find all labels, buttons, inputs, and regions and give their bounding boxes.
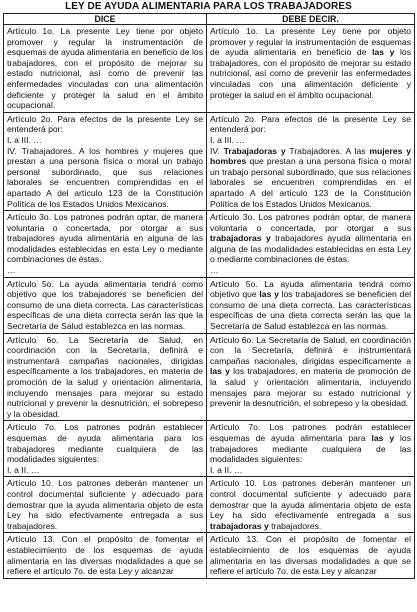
bold-insertion: mujeres y hombres <box>210 145 411 167</box>
bold-insertion: Trabajadoras y <box>223 145 286 156</box>
cell-dice: Artículo 3o. Los patrones podrán optar, de manera voluntaria o concertada, por otorgar a sus trabajadores ayuda alimentaria en alguna de las modalidades establecidas en esta Ley o mediante combinaciones de éstas. … <box>4 211 207 278</box>
cell-debe-decir: Artículo 2o. Para efectos de la presente Ley se entenderá por: I. a III. … IV. Trabajadoras y Trabajadores. A las mujeres y hombres que prestan a una persona física o moral un trabajo personal subordinado, que sus relaciones laborales se encuentren comprendidas en el apartado A del artículo 123 de la Constitución Política de los Estados Unidos Mexicanos. <box>207 112 415 210</box>
cell-dice: Artículo 2o. Para efectos de la presente Ley se entenderá por: I. a III. … IV. Trabajadores. A los hombres y mujeres que prestan a una persona física o moral un trabajo personal subordinado, que sus relaciones laborales se encuentren comprendidas en el apartado A del artículo 123 de la Constitución Política de los Estados Unidos Mexicanos. <box>4 112 207 210</box>
document-page <box>3 0 414 579</box>
cell-dice: Artículo 1o. La presente Ley tiene por objeto promover y regular la instrumentación de esquemas de ayuda alimentaria en beneficio de los trabajadores, con el propósito de mejorar su estado nutricional, así como de prevenir las enfermedades vinculadas con una alimentación deficiente y proteger la salud en el ámbito ocupacional. <box>4 25 207 113</box>
cell-debe-decir: Artículo 3o. Los patrones podrán optar, de manera voluntaria o concertada, por otorgar a sus trabajadoras y trabajadores ayuda alimentaria en alguna de las modalidades establecidas en esta Ley o mediante combinaciones de éstas. … <box>207 211 415 278</box>
table-body <box>4 25 415 579</box>
cell-debe-decir: Artículo 1o. La presente Ley tiene por objeto promover y regular la instrumentación de esquemas de ayuda alimentaria en beneficio de las y los trabajadores, con el propósito de mejorar su estado nutricional, así como de prevenir las enfermedades vinculadas con una alimentación deficiente y proteger la salud en el ámbito ocupacional. <box>207 25 415 113</box>
cell-dice: Artículo 13. Con el propósito de fomentar el establecimiento de los esquemas de ayuda alimentaria en las diversas modalidades a que se refiere el artículo 7o. de esta Ley y alcanzar <box>4 533 207 578</box>
bold-insertion: las y <box>259 289 279 300</box>
column-header-dice: DICE <box>4 14 207 25</box>
table-row <box>4 477 415 533</box>
table-row <box>4 333 415 421</box>
bold-insertion: las y <box>371 432 395 443</box>
cell-debe-decir: Artículo 7o. Los patrones podrán establecer esquemas de ayuda alimentaria para las y los trabajadores mediante cualquiera de las modalidades siguientes: I. a II. … <box>207 421 415 477</box>
table-header-row <box>4 14 415 25</box>
cell-dice: Artículo 5o. La ayuda alimentaria tendrá como objetivo que los trabajadores se beneficien del consumo de una dieta correcta. Las características específicas de una dieta correcta serán las que la Secretaría de Salud establezca en las normas. <box>4 277 207 333</box>
bold-insertion: trabajadoras y <box>210 233 271 244</box>
cell-dice: Artículo 7o. Los patrones podrán establecer esquemas de ayuda alimentaria para los trabajadores mediante cualquiera de las modalidades siguientes: I. a II. … <box>4 421 207 477</box>
cell-debe-decir: Artículo 10. Los patrones deberán mantener un control documental suficiente y adecuado para demostrar que la ayuda alimentaria objeto de esta Ley ha sido efectivamente entregada a sus trabajadoras y trabajadores. <box>207 477 415 533</box>
table-row <box>4 211 415 278</box>
table-row <box>4 277 415 333</box>
table-row <box>4 25 415 113</box>
cell-dice: Artículo 6o. La Secretaría de Salud, en coordinación con la Secretaría, definirá e instrumentará campañas nacionales, dirigidas específicamente a los trabajadores, en materia de promoción de la salud y orientación alimentaria, incluyendo mensajes para mejorar su estado nutricional y prevenir la desnutrición, el sobrepeso y la obesidad. <box>4 333 207 421</box>
table-row <box>4 112 415 210</box>
cell-debe-decir: Artículo 6o. La Secretaría de Salud, en coordinación con la Secretaría, definirá e instrumentará campañas nacionales, dirigidas específicamente a las y los trabajadores, en materia de promoción de la salud y orientación alimentaria, incluyendo mensajes para mejorar su estado nutricional y prevenir la desnutrición, el sobrepeso y la obesidad. <box>207 333 415 421</box>
cell-dice: Artículo 10. Los patrones deberán mantener un control documental suficiente y adecuado para demostrar que la ayuda alimentaria objeto de esta Ley ha sido efectivamente entregada a sus trabajadores. <box>4 477 207 533</box>
document-title: LEY DE AYUDA ALIMENTARIA PARA LOS TRABAJADORES <box>65 1 352 12</box>
bold-insertion: las y <box>372 47 395 58</box>
comparison-table <box>3 13 415 579</box>
cell-debe-decir: Artículo 5o. La ayuda alimentaria tendrá como objetivo que las y los trabajadores se beneficien del consumo de una dieta correcta. Las características específicas de una dieta correcta serán las que la Secretaría de Salud establezca en las normas. <box>207 277 415 333</box>
bold-insertion: las y <box>210 366 230 377</box>
cell-debe-decir: Artículo 13. Con el propósito de fomentar el establecimiento de los esquemas de ayuda alimentaria en las diversas modalidades a que se refiere el artículo 7o. de esta Ley y alcanzar <box>207 533 415 578</box>
bold-insertion: trabajadoras y <box>210 520 269 531</box>
table-row <box>4 421 415 477</box>
column-header-debe-decir: DEBE DECIR. <box>207 14 415 25</box>
table-row <box>4 533 415 578</box>
